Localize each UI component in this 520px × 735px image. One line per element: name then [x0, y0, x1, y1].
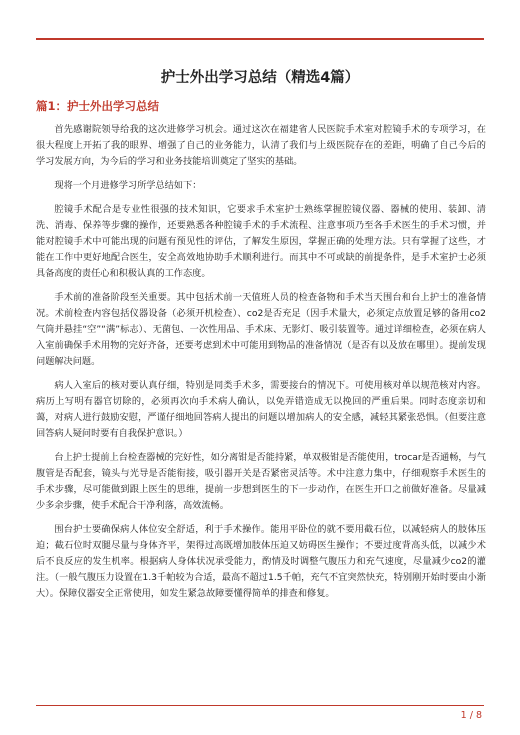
document-body: [36, 122, 486, 610]
paragraph: 病人入室后的核对要认真仔细，特别是同类手术多，需要接台的情况下。可使用核对单以规范核对内容。病历上写明有器官切除的，必须再次向手术病人确认，以免弄错造成无以挽回的严重后果。同时态度亲切和蔼，对病人进行鼓励安慰，严谨仔细地回答病人提出的问题以增加病人的安全感，减轻其紧张恐惧。（但要注意回答病人疑问时要有自我保护意识。）: [36, 380, 486, 439]
paragraph: 腔镜手术配合是专业性很强的技术知识，它要求手术室护士熟练掌握腔镜仪器、器械的使用、装卸、清洗、消毒、保养等步骤的操作，还要熟悉各种腔镜手术的手术流程、注意事项乃至各手术医生的手术习惯，并能对腔镜手术中可能出现的问题有预见性的评估，了解发生原因，掌握正确的处理方法。只有掌握了这些，才能在工作中更好地配合医生，安全高效地协助手术顺利进行。而其中不可或缺的前提条件，是手术室护士必须具备高度的责任心和积极认真的工作态度。: [36, 204, 486, 279]
page-number: 1 / 8: [460, 710, 482, 721]
paragraph: 首先感谢院领导给我的这次进修学习机会。通过这次在福建省人民医院手术室对腔镜手术的专项学习，在很大程度上开拓了我的眼界、增强了自己的业务能力，认清了我们与上级医院存在的差距，明确了自己今后的学习发展方向，为今后的学习和业务技能培训奠定了坚实的基础。: [36, 124, 486, 167]
top-divider: [36, 38, 484, 40]
paragraph: 现将一个月进修学习所学总结如下：: [54, 180, 202, 191]
document-title: 护士外出学习总结（精选4篇）: [160, 70, 360, 86]
section-heading: 篇1：护士外出学习总结: [36, 99, 160, 113]
paragraph: 手术前的准备阶段至关重要。其中包括术前一天值班人员的检查备物和手术当天围台和台上护士的准备情况。术前检查内容包括仪器设备（必须开机检查）、co2是否充足（因手术量大，必须定点放置足够的备用co2气筒并悬挂“空”“满”标志）、无菌包、一次性用品、手术床、无影灯、吸引装置等。通过详细检查，必须在病人入室前确保手术用物的完好齐备，还要考虑到术中可能用到物品的准备情况（是否有以及放在哪里）。提前发现问题解决问题。: [36, 292, 486, 367]
paragraph: 围台护士要确保病人体位安全舒适，利于手术操作。能用平卧位的就不要用截石位，以减轻病人的肢体压迫；截石位时双腿尽量与身体齐平，架得过高既增加肢体压迫又妨碍医生操作；不要过度背高头低，以减少术后不良反应的发生机率。根据病人身体状况承受能力，酌情及时调整气腹压力和充气速度，尽量减少co2的灌注。（一般气腹压力设置在1.3千帕较为合适，最高不超过1.5千帕，充气不宜突然快充，特别刚开始时要由小渐大）。保障仪器安全正常使用，如发生紧急故障要懂得简单的排查和修复。: [36, 524, 486, 599]
paragraph: 台上护士提前上台检查器械的完好性，如分离钳是否能持紧，单双极钳是否能使用，trocar是否通畅，与气腹管是否配套，镜头与光导是否能衔接，吸引器开关是否紧密灵活等。术中注意力集中，仔细观察手术医生的手术步骤，尽可能做到跟上医生的思维，提前一步想到医生的下一步动作，在医生开口之前做好准备。尽量减少多余步骤，使手术配合干净利落，高效流畅。: [36, 452, 486, 511]
bottom-divider: [36, 705, 484, 706]
